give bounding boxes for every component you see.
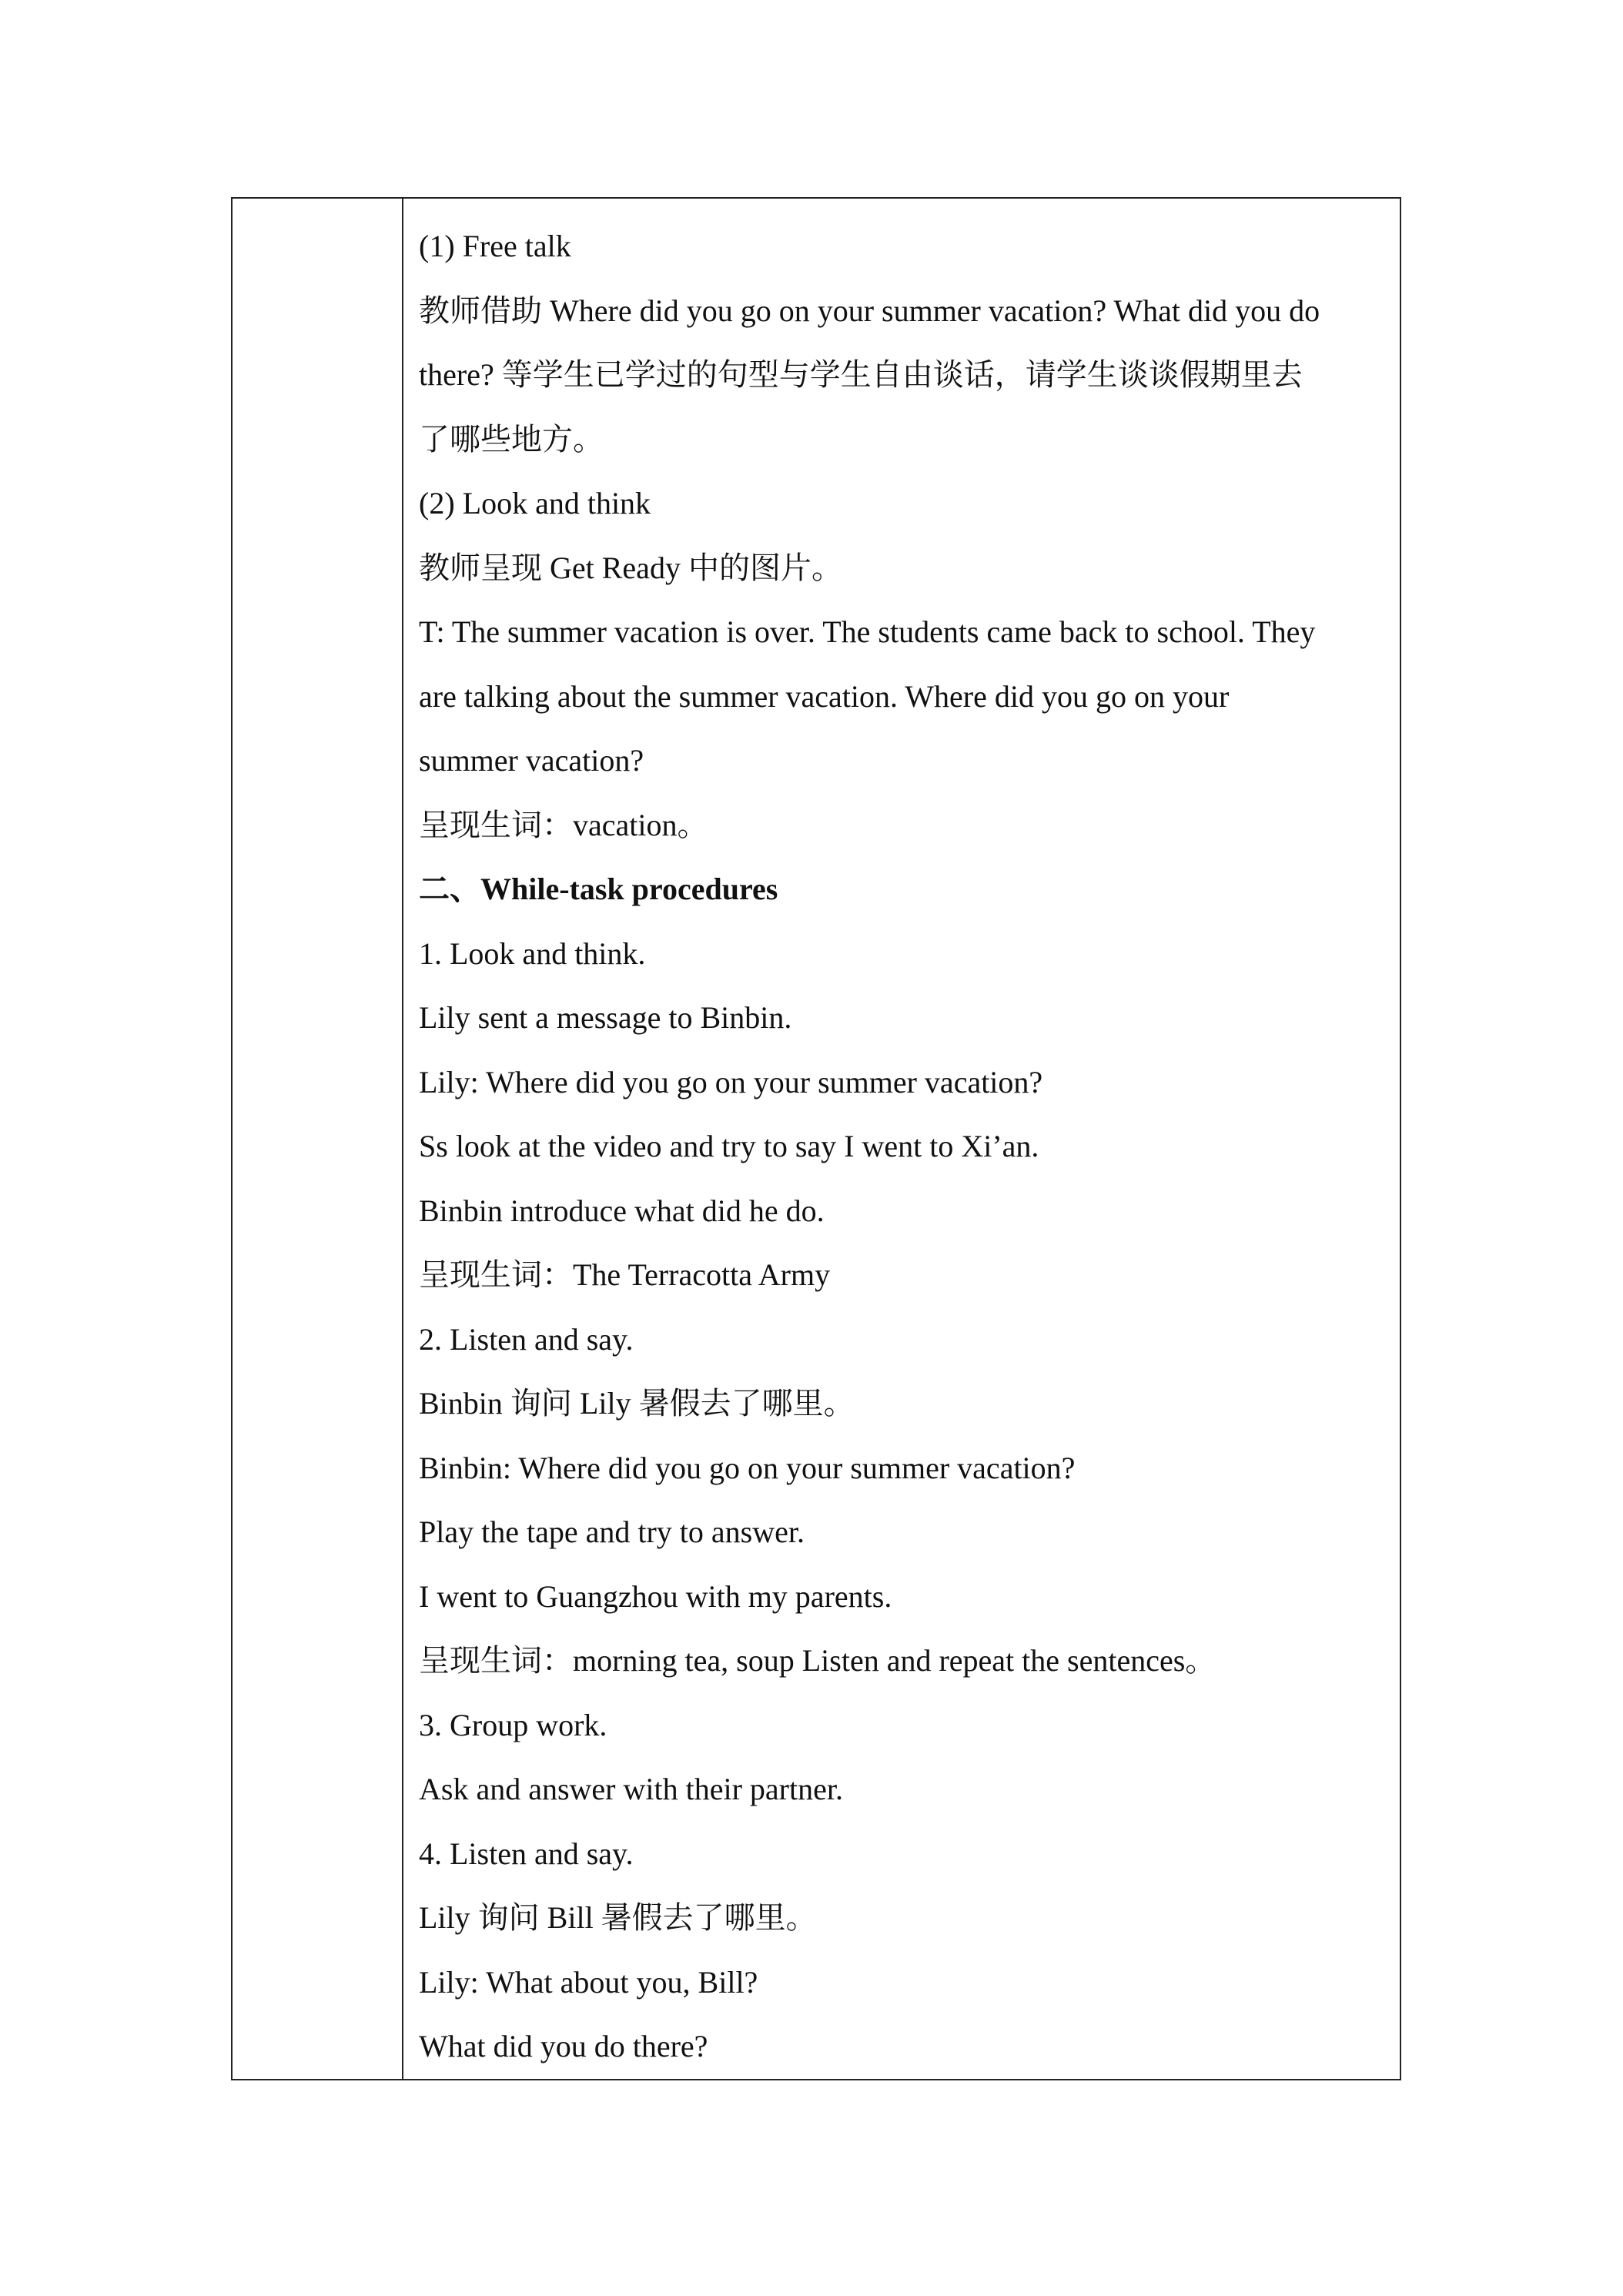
lesson-table <box>231 197 1401 2080</box>
text-line: Ss look at the video and try to say I went to Xi’an. <box>419 1129 1039 1163</box>
text-line: (2) Look and think <box>419 486 651 520</box>
text-line: Binbin 询问 Lily 暑假去了哪里。 <box>419 1386 855 1421</box>
text-line: Play the tape and try to answer. <box>419 1514 805 1549</box>
text-line: 1. Look and think. <box>419 935 646 971</box>
section-heading: 二、While-task procedures <box>419 872 778 906</box>
text-line: Lily: Where did you go on your summer vacation? <box>419 1064 1043 1099</box>
text-line: are talking about the summer vacation. Where did you go on your <box>419 678 1230 714</box>
text-line: summer vacation? <box>419 743 644 778</box>
text-line: 呈现生词：The Terracotta Army <box>419 1257 831 1292</box>
text-line: T: The summer vacation is over. The students came back to school. They <box>419 614 1316 649</box>
text-line: Lily 询问 Bill 暑假去了哪里。 <box>419 1900 817 1935</box>
text-line: 教师呈现 Get Ready 中的图片。 <box>419 550 842 585</box>
text-line: Lily sent a message to Binbin. <box>419 1000 792 1035</box>
text-line: 教师借助 Where did you go on your summer vacation? What did you do <box>419 293 1320 328</box>
text-line: Binbin: Where did you go on your summer vacation? <box>419 1450 1076 1485</box>
left-empty-cell <box>232 198 403 2080</box>
text-line: Ask and answer with their partner. <box>419 1772 843 1806</box>
procedure-content-cell <box>403 198 1400 2080</box>
text-line: 4. Listen and say. <box>419 1836 634 1871</box>
text-line: 3. Group work. <box>419 1707 607 1742</box>
table-row <box>232 198 1400 2080</box>
text-line: 2. Listen and say. <box>419 1321 634 1357</box>
procedure-lines <box>419 214 1384 2079</box>
text-line: Binbin introduce what did he do. <box>419 1193 825 1228</box>
text-line: (1) Free talk <box>419 229 571 263</box>
text-line: 呈现生词：vacation。 <box>419 807 708 842</box>
text-line: Lily: What about you, Bill? <box>419 1964 758 2000</box>
text-line: What did you do there? <box>419 2029 708 2063</box>
text-line: 呈现生词：morning tea, soup Listen and repeat the sentences。 <box>419 1643 1216 1678</box>
text-line: 了哪些地方。 <box>419 421 604 457</box>
text-line: there? 等学生已学过的句型与学生自由谈话，请学生谈谈假期里去 <box>419 357 1303 392</box>
text-line: I went to Guangzhou with my parents. <box>419 1578 892 1614</box>
